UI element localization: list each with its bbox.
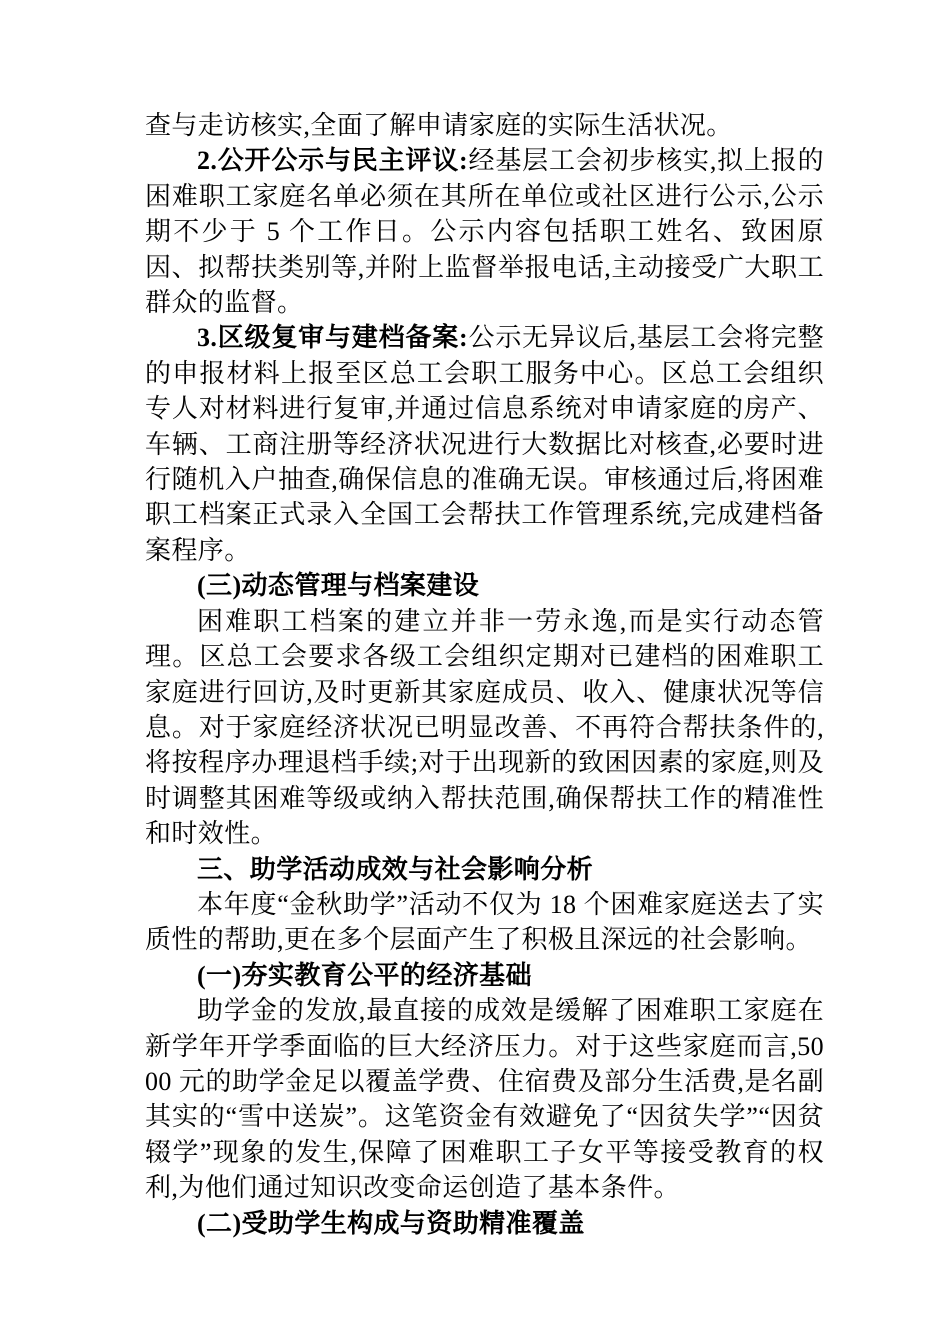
text-run-bold: (二)受助学生构成与资助精准覆盖 bbox=[197, 1208, 585, 1238]
paragraph-dynamic-management bbox=[145, 604, 824, 852]
section-heading-3 bbox=[145, 568, 824, 603]
paragraph-step3 bbox=[145, 320, 824, 568]
text-run: 困难职工档案的建立并非一劳永逸,而是实行动态管理。区总工会要求各级工会组织定期对已建档的困难职工家庭进行回访,及时更新其家庭成员、收入、健康状况等信息。对于家庭经济状况已明显改善、不再符合帮扶条件的,将按程序办理退档手续;对于出现新的致困因素的家庭,则及时调整其困难等级或纳入帮扶范围,确保帮扶工作的精准性和时效性。 bbox=[145, 606, 824, 849]
document-content bbox=[145, 108, 824, 1241]
text-run: 公示无异议后,基层工会将完整的申报材料上报至区总工会职工服务中心。区总工会组织专人对材料进行复审,并通过信息系统对申请家庭的房产、车辆、工商注册等经济状况进行大数据比对核查,必要时进行随机入户抽查,确保信息的准确无误。审核通过后,将困难职工档案正式录入全国工会帮扶工作管理系统,完成建档备案程序。 bbox=[145, 323, 824, 565]
text-run-bold: (三)动态管理与档案建设 bbox=[197, 571, 480, 601]
text-run-bold: 三、助学活动成效与社会影响分析 bbox=[197, 853, 594, 884]
paragraph-continuation bbox=[145, 108, 824, 143]
paragraph-education-equity bbox=[145, 993, 824, 1205]
text-run: 本年度“金秋助学”活动不仅为 18 个困难家庭送去了实质性的帮助,更在多个层面产生了积极且深远的社会影响。 bbox=[145, 889, 824, 955]
section-heading-1 bbox=[145, 958, 824, 993]
text-run-bold: 2.公开公示与民主评议: bbox=[197, 146, 469, 176]
text-run-bold: (一)夯实教育公平的经济基础 bbox=[197, 960, 532, 990]
paragraph-step2 bbox=[145, 143, 824, 320]
chapter-heading-3 bbox=[145, 852, 824, 887]
text-run: 助学金的发放,最直接的成效是缓解了困难职工家庭在新学年开学季面临的巨大经济压力。对于这些家庭而言,5000 元的助学金足以覆盖学费、住宿费及部分生活费,是名副其实的“雪中送炭”。这笔资金有效避免了“因贫失学”“因贫辍学”现象的发生,保障了困难职工子女平等接受教育的权利,为他们通过知识改变命运创造了基本条件。 bbox=[145, 996, 824, 1203]
text-run-bold: 3.区级复审与建档备案: bbox=[197, 323, 469, 353]
section-heading-2 bbox=[145, 1206, 824, 1241]
text-run: 经基层工会初步核实,拟上报的困难职工家庭名单必须在其所在单位或社区进行公示,公示期不少于 5 个工作日。公示内容包括职工姓名、致困原因、拟帮扶类别等,并附上监督举报电话,主动接受广大职工群众的监督。 bbox=[145, 146, 824, 318]
paragraph-overview bbox=[145, 887, 824, 958]
text-run: 查与走访核实,全面了解申请家庭的实际生活状况。 bbox=[145, 111, 733, 140]
